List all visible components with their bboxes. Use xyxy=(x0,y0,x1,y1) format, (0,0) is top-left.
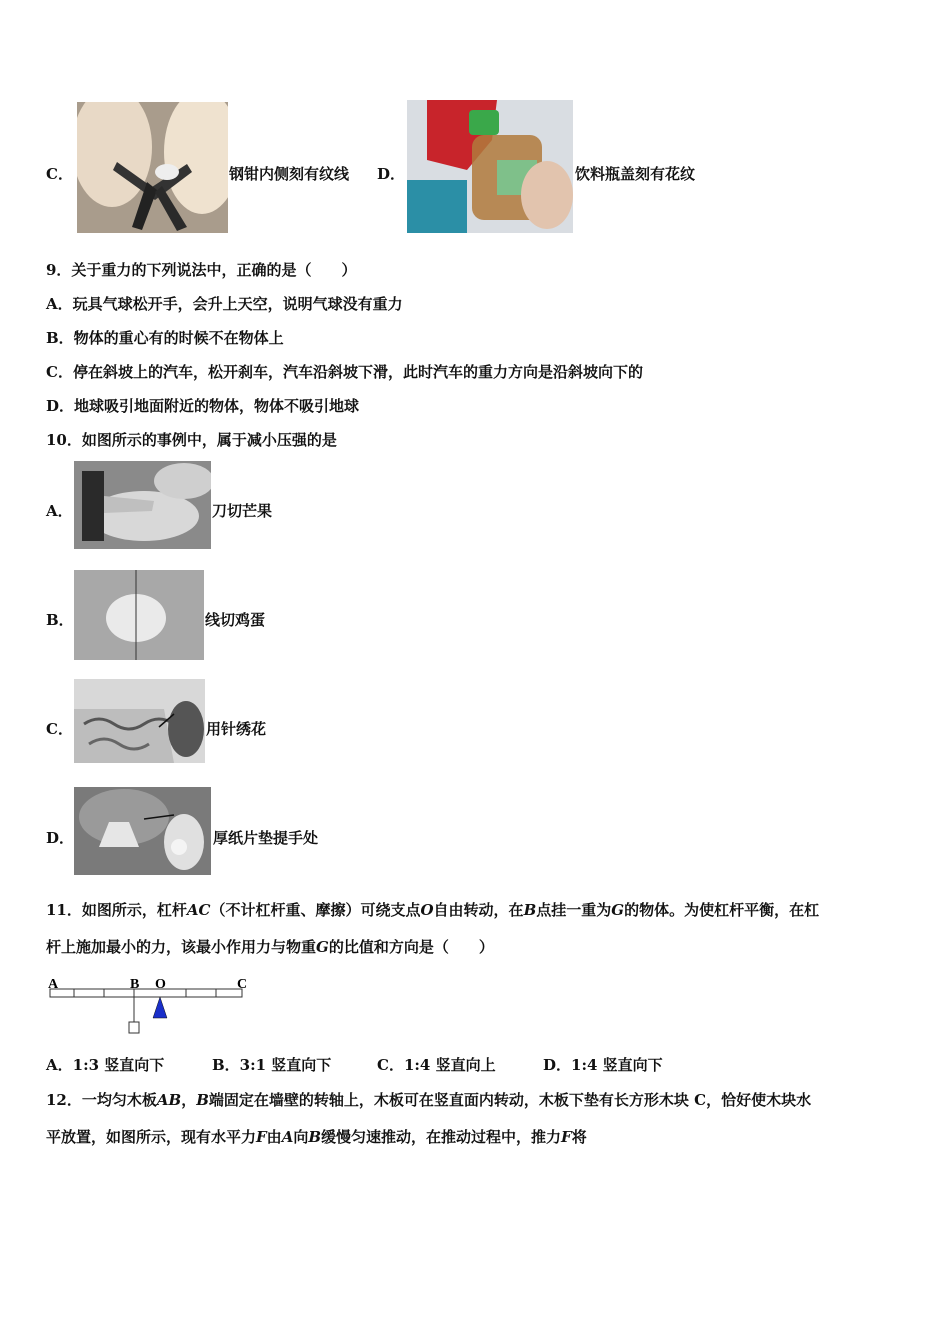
pliers-photo xyxy=(77,102,228,233)
q10-option-d-caption: 厚纸片垫提手处 xyxy=(213,829,319,847)
q11-option-d: D．1:4 竖直向下 xyxy=(543,1056,663,1074)
q11-option-c: C．1:4 竖直向上 xyxy=(377,1056,496,1074)
lever-label-b: B xyxy=(130,977,140,992)
q8-option-c-label: C． xyxy=(46,165,73,183)
q10-stem: 10．如图所示的事例中，属于减小压强的是 xyxy=(46,431,337,449)
needle-embroidery-photo xyxy=(74,679,205,763)
q11-option-b: B．3:1 竖直向下 xyxy=(212,1056,332,1074)
q11-stem-line2: 杆上施加最小的力，该最小作用力与物重G的比值和方向是（ ） xyxy=(46,938,494,956)
q8-option-d-label: D． xyxy=(377,165,406,183)
q12-stem-line2: 平放置，如图所示，现有水平力F由A向B缓慢匀速推动，在推动过程中，推力F将 xyxy=(46,1128,587,1146)
bottle-cap-photo xyxy=(407,100,573,233)
q9-option-a: A．玩具气球松开手，会升上天空，说明气球没有重力 xyxy=(46,295,403,313)
q9-stem: 9．关于重力的下列说法中，正确的是（ ） xyxy=(46,261,357,279)
cardboard-handle-photo xyxy=(74,787,211,875)
q10-option-a-caption: 刀切芒果 xyxy=(212,502,273,520)
thread-egg-photo xyxy=(74,570,204,660)
q10-option-c-caption: 用针绣花 xyxy=(206,720,267,738)
lever-label-o: O xyxy=(155,977,166,992)
q9-option-b: B．物体的重心有的时候不在物体上 xyxy=(46,329,284,347)
knife-mango-photo xyxy=(74,461,211,549)
lever-label-c: C xyxy=(237,977,248,992)
lever-label-a: A xyxy=(48,977,59,992)
q8-option-d-caption: 饮料瓶盖刻有花纹 xyxy=(575,165,696,183)
lever-diagram xyxy=(44,972,264,1040)
q11-stem-line1: 11．如图所示，杠杆AC（不计杠杆重、摩擦）可绕支点O自由转动，在B点挂一重为G的物体。为使杠杆平衡，在杠 xyxy=(46,901,820,919)
q10-option-b-caption: 线切鸡蛋 xyxy=(205,611,266,629)
q9-option-c: C．停在斜坡上的汽车，松开刹车，汽车沿斜坡下滑，此时汽车的重力方向是沿斜坡向下的 xyxy=(46,363,643,381)
q8-option-c-caption: 钢钳内侧刻有纹线 xyxy=(229,165,350,183)
q10-option-b-label: B． xyxy=(46,611,74,629)
q10-option-d-label: D． xyxy=(46,829,75,847)
q12-stem-line1: 12．一均匀木板AB，B端固定在墙壁的转轴上，木板可在竖直面内转动，木板下垫有长方形木块 C，恰好使木块水 xyxy=(46,1091,812,1109)
q9-option-d: D．地球吸引地面附近的物体，物体不吸引地球 xyxy=(46,397,360,415)
q10-option-a-label: A． xyxy=(46,502,73,520)
q11-option-a: A．1:3 竖直向下 xyxy=(46,1056,165,1074)
q10-option-c-label: C． xyxy=(46,720,73,738)
